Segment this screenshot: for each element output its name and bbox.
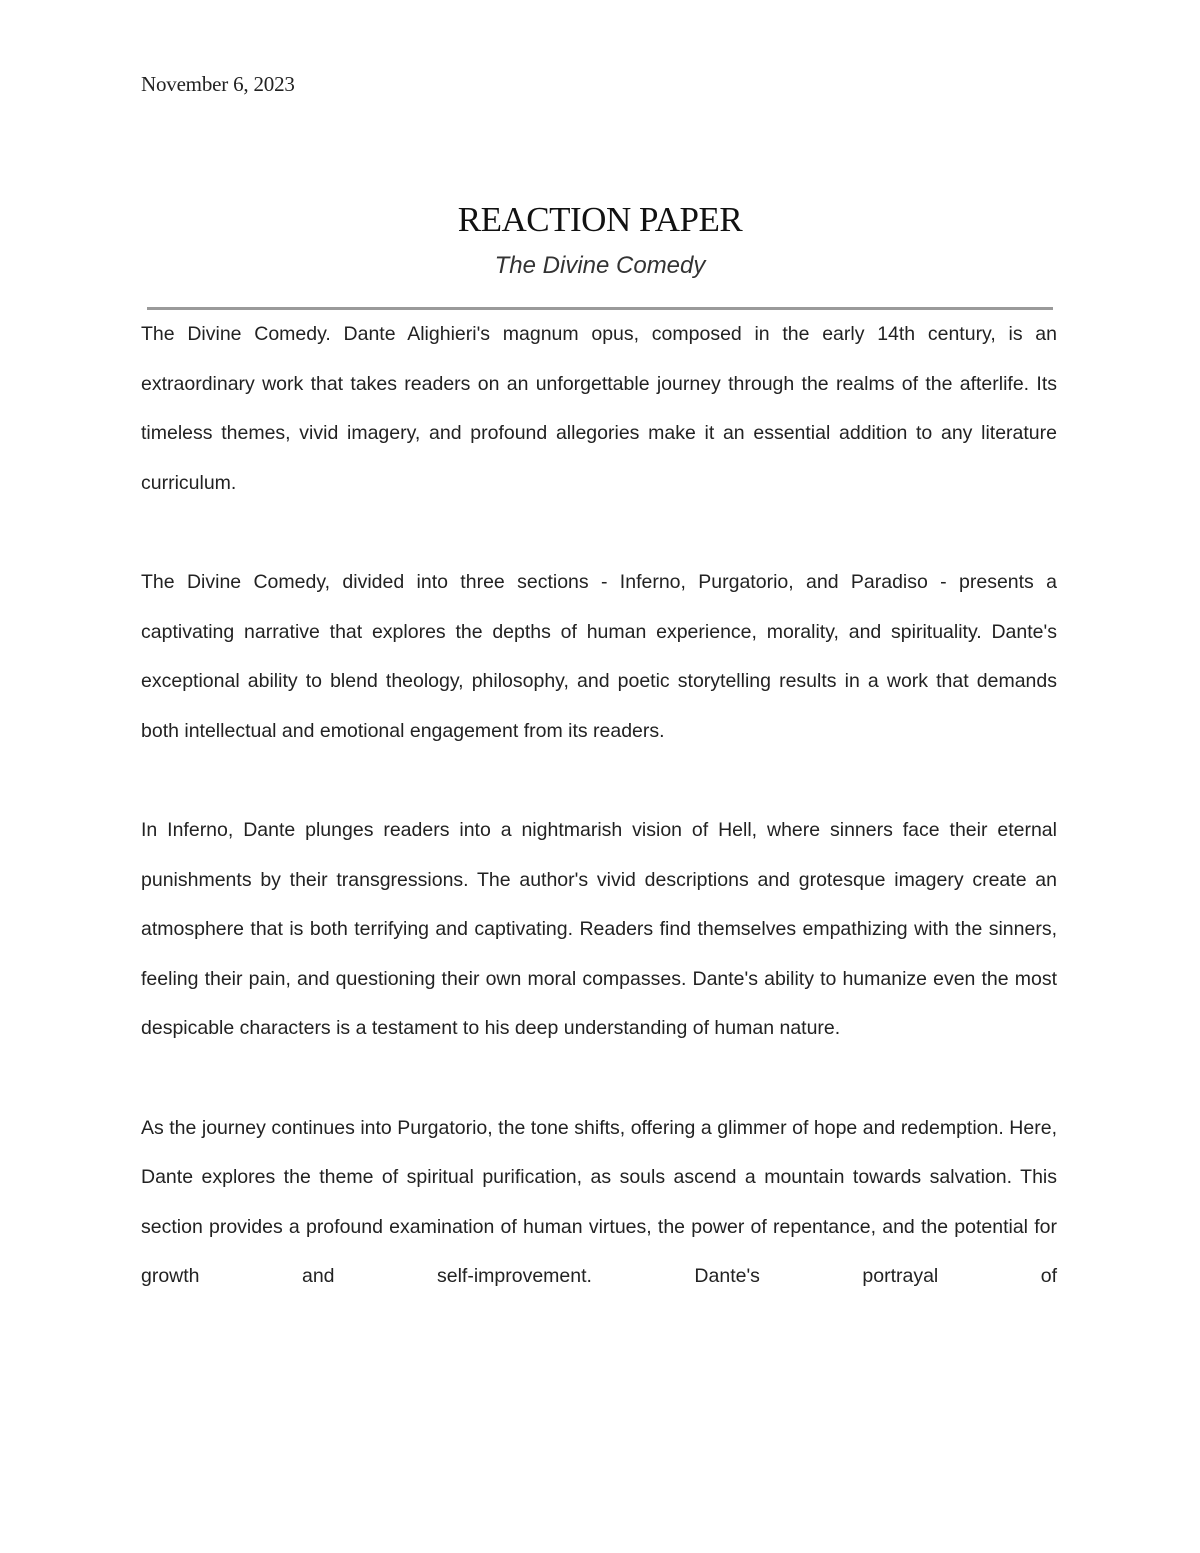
document-body bbox=[141, 310, 1057, 1351]
paragraph-2: The Divine Comedy, divided into three sections - Inferno, Purgatorio, and Paradiso - presents a captivating narrative that explores the depths of human experience, morality, and spirituality. Dante's exceptional ability to blend theology, philosophy, and poetic storytelling results in a work that demands both intellectual and emotional engagement from its readers. bbox=[141, 570, 1057, 742]
document-subtitle: The Divine Comedy bbox=[494, 252, 706, 279]
paragraph-3: In Inferno, Dante plunges readers into a nightmarish vision of Hell, where sinners face their eternal punishments by their transgressions. The author's vivid descriptions and grotesque imagery create an atmosphere that is both terrifying and captivating. Readers find themselves empathizing with the sinners, feeling their pain, and questioning their own moral compasses. Dante's ability to humanize even the most despicable characters is a testament to his deep understanding of human nature. bbox=[141, 818, 1057, 1040]
paragraph-1: The Divine Comedy. Dante Alighieri's magnum opus, composed in the early 14th century, is an extraordinary work that takes readers on an unforgettable journey through the realms of the afterlife. Its timeless themes, vivid imagery, and profound allegories make it an essential addition to any literature curriculum. bbox=[141, 323, 1057, 494]
paragraph-4: As the journey continues into Purgatorio, the tone shifts, offering a glimmer of hope and redemption. Here, Dante explores the theme of spiritual purification, as souls ascend a mountain towards salvation. This section provides a profound examination of human virtues, the power of repentance, and the potential for growth and self-improvement. Dante's portrayal of bbox=[141, 1116, 1057, 1288]
document-date: November 6, 2023 bbox=[141, 72, 295, 96]
document-title: REACTION PAPER bbox=[457, 200, 743, 239]
